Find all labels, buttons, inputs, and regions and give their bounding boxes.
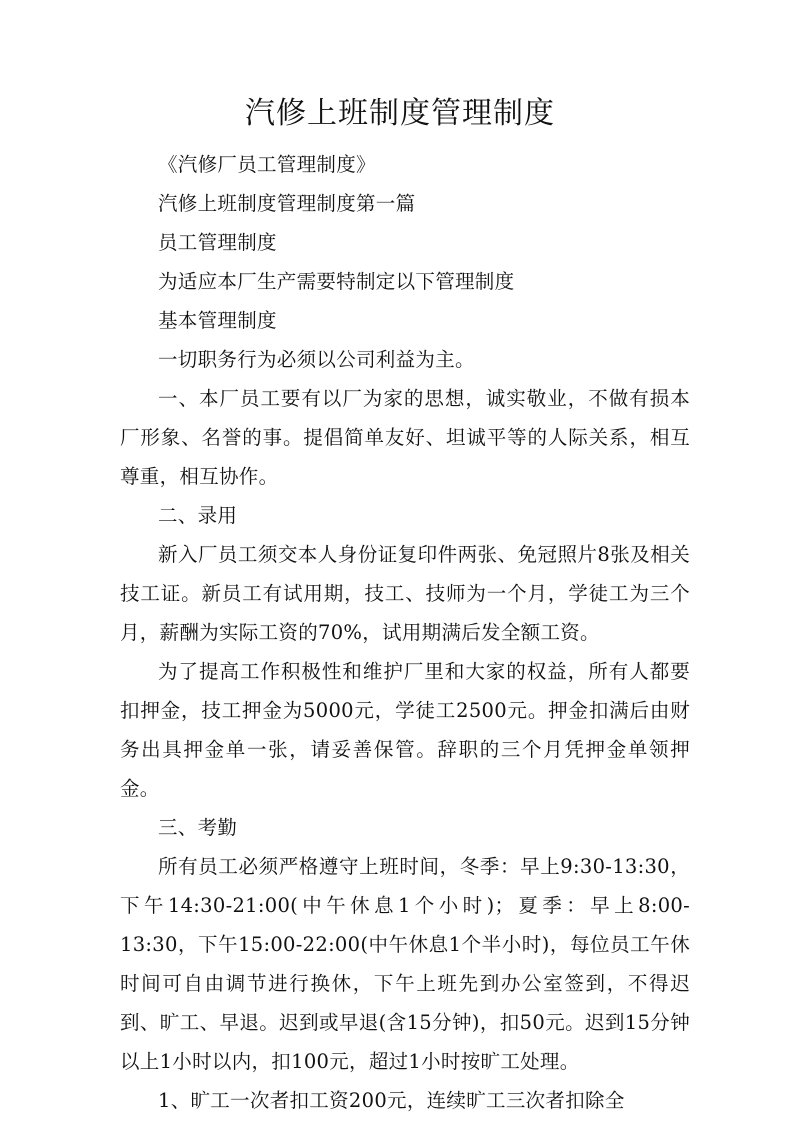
body-line-2: 汽修上班制度管理制度第一篇 bbox=[158, 192, 416, 215]
body-line-6: 一切职务行为必须以公司利益为主。 bbox=[158, 348, 475, 371]
body-line-5: 基本管理制度 bbox=[158, 309, 277, 332]
paragraph-5: 1、旷工一次者扣工资200元，连续旷工三次者扣除全 bbox=[158, 1089, 625, 1112]
body-line-3: 员工管理制度 bbox=[158, 231, 277, 254]
paragraph-1: 一、本厂员工要有以厂为家的思想，诚实敬业，不做有损本厂形象、名誉的事。提倡简单友好、坦诚平等的人际关系，相互尊重，相互协作。 bbox=[120, 387, 690, 488]
document-title: 汽修上班制度管理制度 bbox=[245, 96, 555, 131]
paragraph-4: 所有员工必须严格遵守上班时间，冬季：早上9:30-13:30，下午14:30-21:00(中午休息1个小时)；夏季：早上8:00-13:30，下午15:00-22:00(中午休息1个半小时)，每位员工午休时间可自由调节进行换休，下午上班先到办公室签到，不得迟到、旷工、早退。迟到或早退(含15分钟)，扣50元。迟到15分钟以上1小时以内，扣100元，超过1小时按旷工处理。 bbox=[120, 855, 690, 1073]
body-line-1: 《汽修厂员工管理制度》 bbox=[158, 153, 376, 176]
section-heading-hiring: 二、录用 bbox=[158, 504, 238, 527]
body-line-4: 为适应本厂生产需要特制定以下管理制度 bbox=[158, 270, 515, 293]
document-body bbox=[120, 145, 690, 1120]
section-heading-attendance: 三、考勤 bbox=[158, 816, 238, 839]
paragraph-3: 为了提高工作积极性和维护厂里和大家的权益，所有人都要扣押金，技工押金为5000元，学徒工2500元。押金扣满后由财务出具押金单一张，请妥善保管。辞职的三个月凭押金单领押金。 bbox=[120, 660, 690, 800]
paragraph-2: 新入厂员工须交本人身份证复印件两张、免冠照片8张及相关技工证。新员工有试用期，技工、技师为一个月，学徒工为三个月，薪酬为实际工资的70%，试用期满后发全额工资。 bbox=[120, 543, 690, 644]
